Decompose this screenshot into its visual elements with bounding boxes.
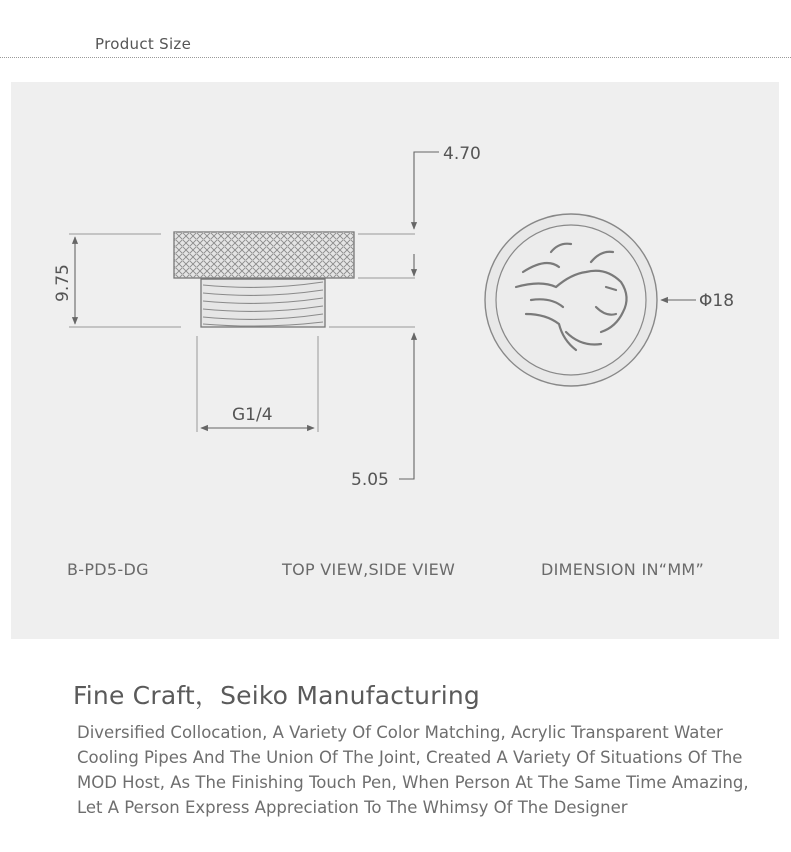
dimension-thread: G1/4 xyxy=(232,405,273,425)
fitting-side-view xyxy=(174,232,354,327)
section-body: Diversified Collocation, A Variety Of Color Matching, Acrylic Transparent Water Cooling Pipes And The Union Of The Joint, Created A Variety Of Situations Of The MOD Host, As The Finishing Touch Pen, When Person At The Same Time Amazing, Let A Person Express Appreciation To The Whimsy Of The Designer xyxy=(77,723,749,817)
dimension-bottom-height: 5.05 xyxy=(351,470,389,490)
dimension-total-height: 9.75 xyxy=(53,264,73,302)
unit-label: DIMENSION IN“MM” xyxy=(541,560,705,579)
view-label: TOP VIEW,SIDE VIEW xyxy=(282,560,456,579)
fitting-top-view xyxy=(485,214,657,386)
model-label: B-PD5-DG xyxy=(67,560,149,579)
dimension-diameter: Φ18 xyxy=(699,291,735,311)
technical-drawing-panel xyxy=(11,82,779,639)
dimension-top-height: 4.70 xyxy=(443,144,481,164)
section-title: Fine Craft，Seiko Manufacturing xyxy=(73,681,480,710)
page-section-heading: Product Size xyxy=(95,35,192,53)
dotted-divider xyxy=(0,57,791,58)
technical-drawing xyxy=(11,82,779,639)
